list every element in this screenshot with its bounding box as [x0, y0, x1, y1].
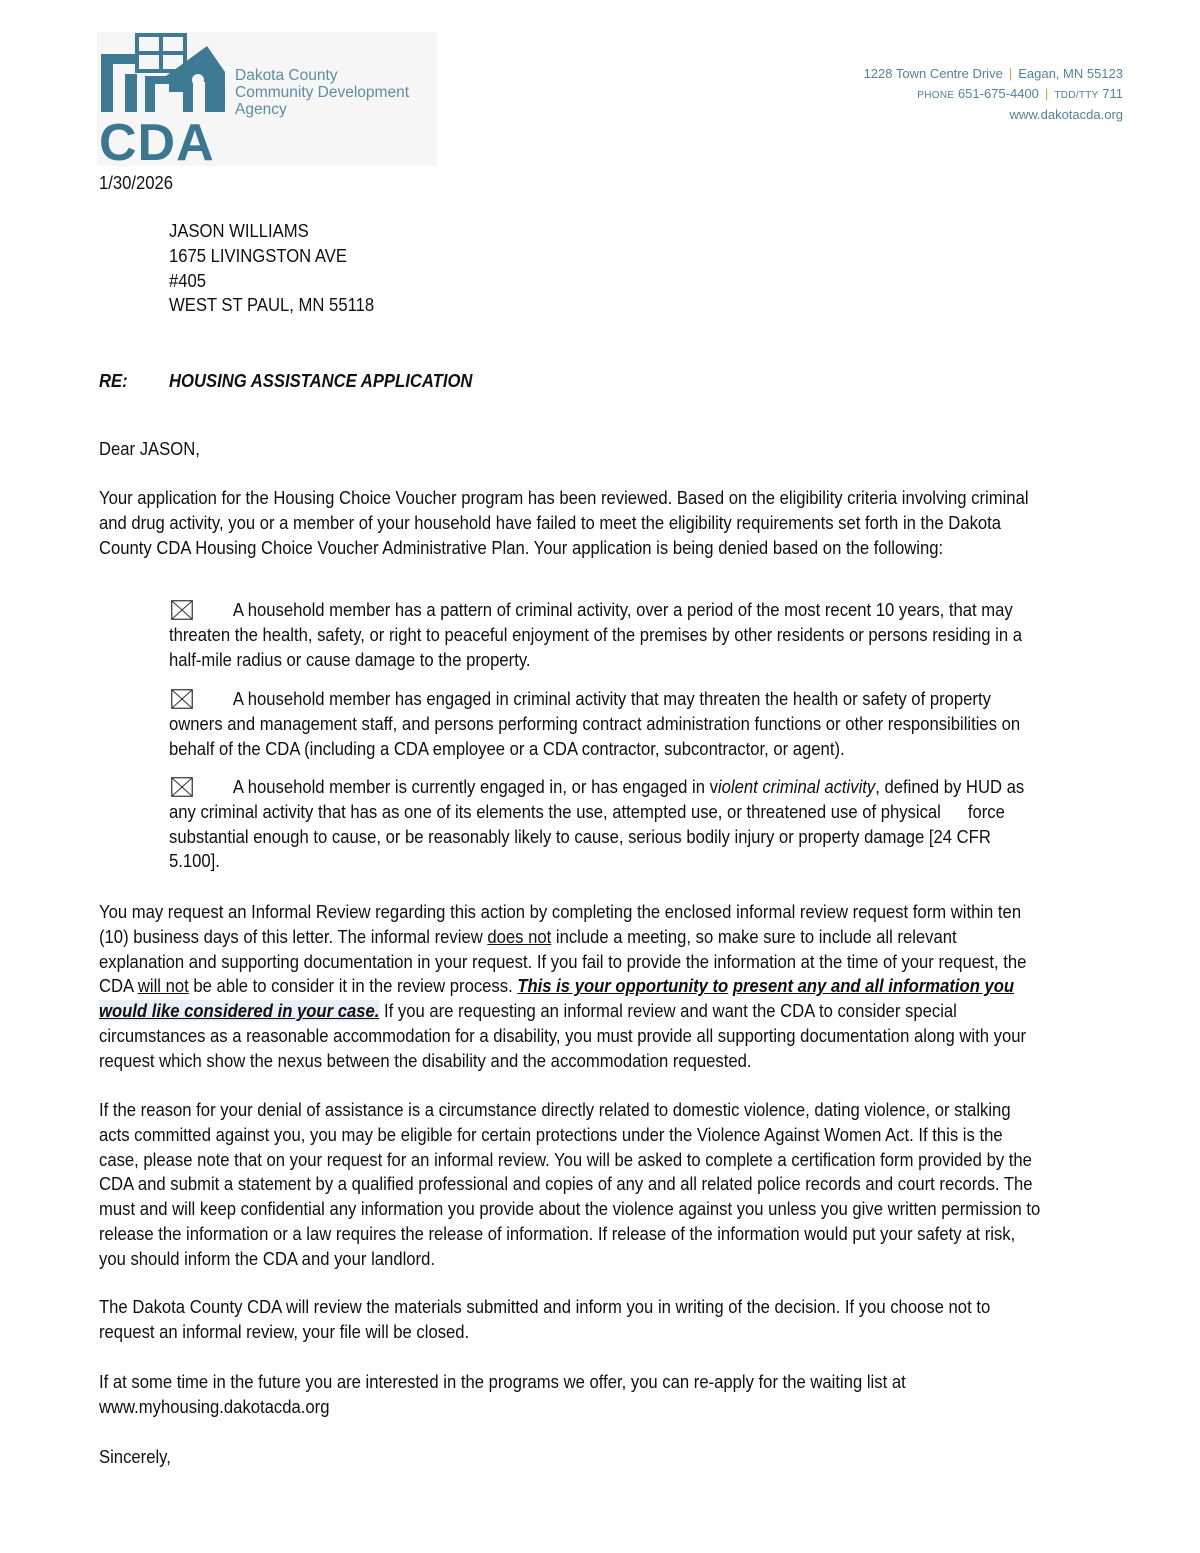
reason-line: 5.100]. — [169, 850, 220, 872]
cda-logo — [97, 32, 437, 172]
reason-item — [169, 775, 1119, 874]
paragraph-line: Your application for the Housing Choice Voucher program has been reviewed. Based on the eligibility criteria involving criminal — [99, 487, 1029, 508]
reason-line-1 — [169, 775, 1024, 800]
paragraph-line: release the information or a law requires the release of information. If release of the information would put your safety at risk, — [99, 1222, 1016, 1244]
reason-line: owners and management staff, and persons performing contract administration functions or other responsibilities on — [169, 712, 1021, 734]
emphasis-bold: present any and all information you — [732, 975, 1015, 997]
paragraph-line: If the reason for your denial of assistance is a circumstance directly related to domestic violence, dating violence, or stalking — [99, 1099, 1011, 1120]
recipient-city: WEST ST PAUL, MN 55118 — [169, 294, 375, 316]
salutation: Dear JASON, — [99, 438, 200, 459]
text-run: include a meeting, so make sure to include all relevant — [551, 925, 957, 947]
org-name-line3: Agency — [235, 101, 287, 118]
decision-paragraph — [99, 1295, 990, 1345]
reason-line: threaten the health, safety, or right to peaceful enjoyment of the premises by other residents or persons residing in a — [169, 623, 1023, 645]
paragraph-line — [99, 974, 1026, 999]
emphasis-underline: will not — [137, 975, 189, 997]
tty-label: TDD/TTY — [1054, 89, 1099, 101]
paragraph-line: The Dakota County CDA will review the materials submitted and inform you in writing of the decision. If you choose not to — [99, 1296, 991, 1317]
phone-label: PHONE — [917, 89, 955, 101]
text-run: CDA — [99, 975, 138, 997]
text-run: (10) business days of this letter. The informal review — [99, 925, 488, 947]
reason-line: force — [967, 800, 1005, 822]
reason-text — [169, 598, 1022, 672]
emphasis-bold: would like considered in your case. — [99, 1000, 380, 1022]
paragraph-line: case, please note that on your request for an informal review. You will be asked to complete a certification form provided by the — [99, 1148, 1032, 1170]
reason-text — [169, 687, 1020, 761]
closing: Sincerely, — [99, 1446, 171, 1467]
house-logo-icon — [97, 32, 237, 122]
contact-block — [864, 64, 1123, 125]
reason-line-1 — [169, 687, 1020, 712]
reason-line: half-mile radius or cause damage to the property. — [169, 648, 531, 670]
reason-line: behalf of the CDA (including a CDA employee or a CDA contractor, subcontractor, or agent). — [169, 737, 845, 759]
logo-abbrev: CDA — [99, 114, 215, 172]
text-run: be able to consider it in the review process. — [188, 975, 518, 997]
reapply-link[interactable]: www.myhousing.dakotacda.org — [99, 1395, 330, 1417]
reason-line: any criminal activity that has as one of its elements the use, attempted use, or threatened use of physical — [169, 800, 941, 822]
paragraph-line: explanation and supporting documentation in your request. If you fail to provide the information at the time of your request, the — [99, 950, 1027, 972]
paragraph-line: circumstances as a reasonable accommodation for a disability, you must provide all supporting documentation along with your — [99, 1024, 1027, 1046]
recipient-unit: #405 — [169, 269, 207, 291]
reason-line: A household member is currently engaged in, or has engaged in v — [232, 776, 718, 797]
paragraph-line: request an informal review, your file will be closed. — [99, 1320, 470, 1342]
paragraph-line: You may request an Informal Review regarding this action by completing the enclosed informal review request form within ten — [99, 901, 1022, 922]
emphasis-bold: This is your opportunity to — [517, 975, 729, 997]
reason-line: A household member has a pattern of criminal activity, over a period of the most recent 10 years, that may — [232, 599, 1013, 620]
paragraph-line — [99, 925, 1026, 950]
reason-line: substantial enough to cause, or be reasonably likely to cause, serious bodily injury or property damage [24 CFR — [169, 825, 991, 847]
review-paragraph — [99, 900, 1026, 1074]
reapply-paragraph — [99, 1370, 906, 1420]
reason-text — [169, 775, 1024, 874]
reason-item — [169, 687, 1115, 761]
divider: | — [1008, 66, 1013, 81]
reason-line-2 — [169, 800, 1024, 825]
reason-line: A household member has engaged in criminal activity that may threaten the health or safety of property — [232, 688, 991, 709]
paragraph-line — [99, 999, 1026, 1024]
paragraph-line: must and will keep confidential any information you provide about the violence against you unless you give written permission to — [99, 1198, 1041, 1220]
divider: | — [1044, 85, 1049, 101]
paragraph-line: acts committed against you, you may be eligible for certain protections under the Violence Against Women Act. If this is the — [99, 1123, 1003, 1145]
org-name — [235, 67, 409, 118]
org-address: 1228 Town Centre Drive — [863, 66, 1003, 81]
org-city: Eagan, MN 55123 — [1018, 66, 1123, 81]
reason-line: , defined by HUD as — [875, 776, 1025, 797]
paragraph-line: you should inform the CDA and your landlord. — [99, 1247, 435, 1269]
paragraph-line: County CDA Housing Choice Voucher Administrative Plan. Your application is being denied based on the following: — [99, 536, 944, 558]
paragraph-line: CDA and submit a statement by a qualified professional and copies of any and all related police records and court records. The — [99, 1173, 1033, 1195]
intro-paragraph — [99, 486, 1029, 560]
reason-line-1 — [169, 598, 1022, 623]
text-run: If you are requesting an informal review and want the CDA to consider special — [379, 1000, 957, 1022]
org-tty: 711 — [1102, 85, 1123, 101]
org-phone: 651-675-4400 — [957, 85, 1039, 101]
letter-date: 1/30/2026 — [99, 172, 174, 193]
org-name-line2: Community Development — [235, 84, 410, 101]
re-label: RE: — [99, 370, 128, 391]
re-subject: HOUSING ASSISTANCE APPLICATION — [169, 370, 473, 391]
recipient-name: JASON WILLIAMS — [169, 220, 309, 241]
org-website[interactable]: www.dakotacda.org — [1009, 107, 1123, 122]
paragraph-line: request which show the nexus between the disability and the accommodation requested. — [99, 1049, 752, 1071]
emphasis-underline: does not — [487, 925, 552, 947]
reason-item — [169, 598, 1117, 672]
recipient-street: 1675 LIVINGSTON AVE — [169, 244, 348, 266]
reason-term: iolent criminal activity — [717, 776, 876, 797]
recipient-address — [169, 219, 374, 318]
org-name-line1: Dakota County — [235, 67, 338, 84]
paragraph-line: and drug activity, you or a member of your household have failed to meet the eligibility requirements set forth in the Dakota — [99, 511, 1002, 533]
vawa-paragraph — [99, 1098, 1040, 1272]
paragraph-line: If at some time in the future you are interested in the programs we offer, you can re-apply for the waiting list at — [99, 1371, 906, 1392]
